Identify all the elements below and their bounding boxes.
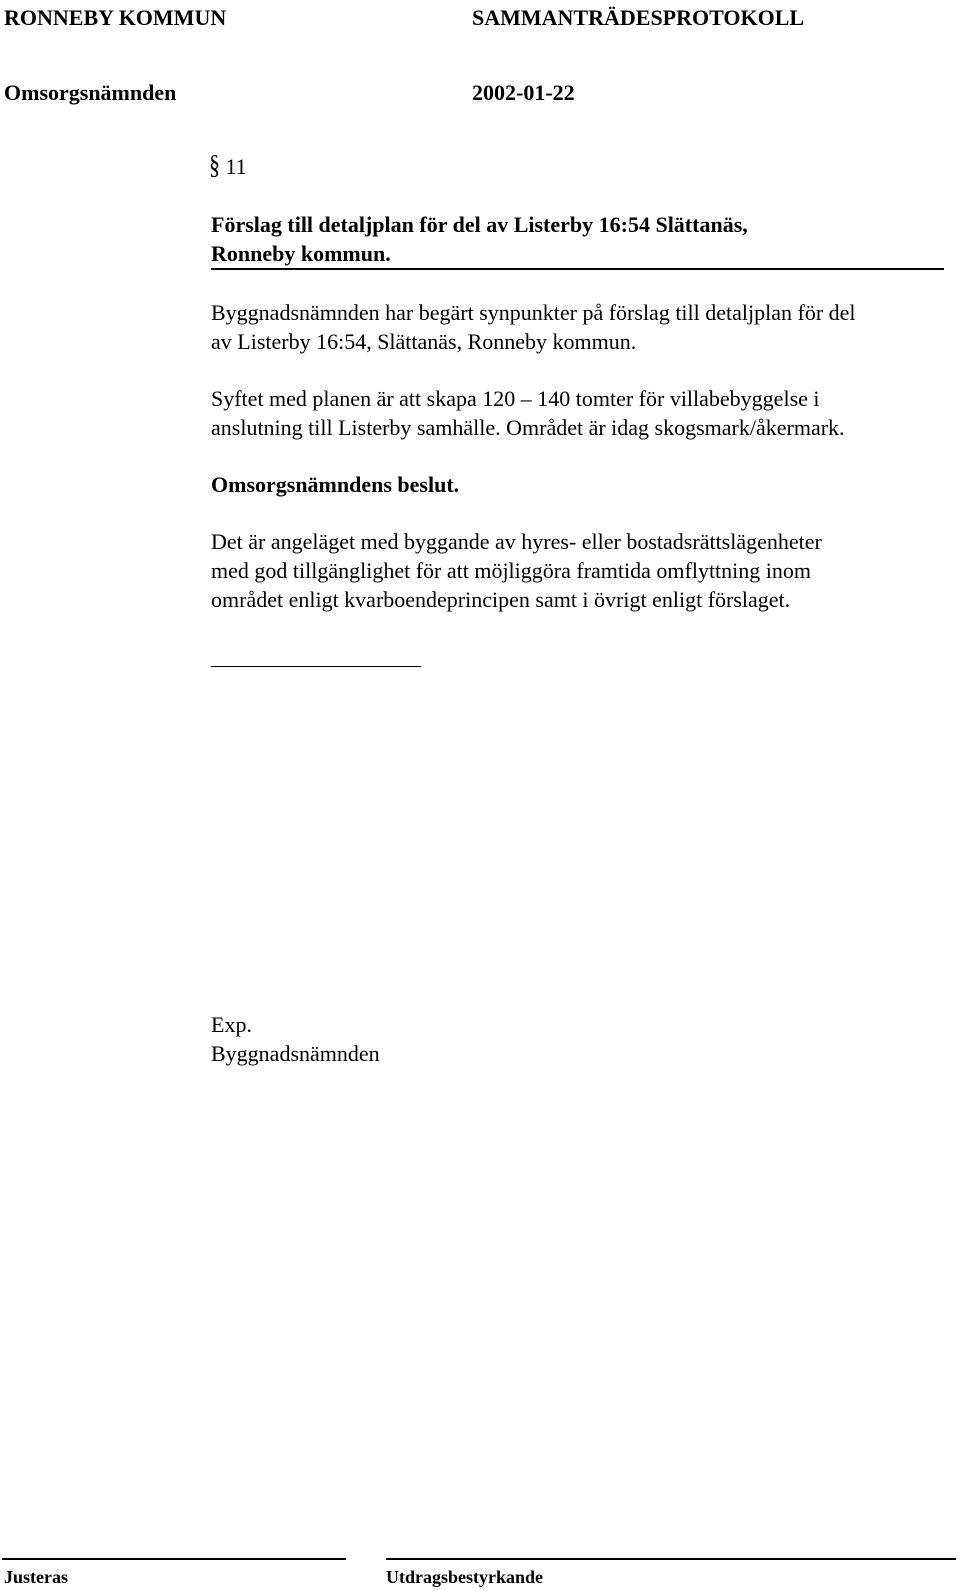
- municipality-name: RONNEBY KOMMUN: [4, 5, 227, 30]
- expedition-label: Exp.: [211, 1012, 252, 1037]
- paragraph-line: Byggnadsnämnden har begärt synpunkter på förslag till detaljplan för del: [211, 300, 856, 325]
- footer-rule-right: [386, 1558, 956, 1560]
- meeting-date: 2002-01-22: [472, 80, 575, 105]
- paragraph-line: anslutning till Listerby samhälle. Området är idag skogsmark/åkermark.: [211, 415, 845, 440]
- footer-rule-left: [2, 1558, 346, 1560]
- item-heading: [211, 210, 951, 268]
- footer-utdragsbestyrkande: Utdragsbestyrkande: [386, 1567, 544, 1587]
- paragraph-request: [211, 298, 951, 356]
- decision-line: med god tillgänglighet för att möjliggöra framtida omflyttning inom: [211, 558, 812, 583]
- section-number-value: 11: [225, 154, 247, 179]
- committee-name: Omsorgsnämnden: [4, 80, 177, 105]
- section-number: [209, 148, 247, 181]
- paragraph-line: av Listerby 16:54, Slättanäs, Ronneby kommun.: [211, 329, 637, 354]
- item-heading-line: Ronneby kommun.: [211, 241, 391, 266]
- protocol-title: SAMMANTRÄDESPROTOKOLL: [472, 5, 805, 30]
- footer-justeras: Justeras: [4, 1567, 68, 1587]
- expedition-recipient: Byggnadsnämnden: [211, 1041, 380, 1066]
- paragraph-purpose: [211, 384, 951, 442]
- heading-divider: [211, 268, 944, 270]
- item-heading-line: Förslag till detaljplan för del av Listerby 16:54 Slättanäs,: [211, 212, 748, 237]
- expedition-block: [211, 1010, 951, 1068]
- decision-line: området enligt kvarboendeprincipen samt i övrigt enligt förslaget.: [211, 587, 791, 612]
- decision-line: Det är angeläget med byggande av hyres- eller bostadsrättslägenheter: [211, 529, 822, 554]
- decision-heading: Omsorgsnämndens beslut.: [211, 472, 460, 497]
- decision-text: [211, 527, 951, 614]
- paragraph-sign: §: [209, 148, 220, 180]
- paragraph-line: Syftet med planen är att skapa 120 – 140 tomter för villabebyggelse i: [211, 386, 820, 411]
- end-separator: [211, 666, 421, 667]
